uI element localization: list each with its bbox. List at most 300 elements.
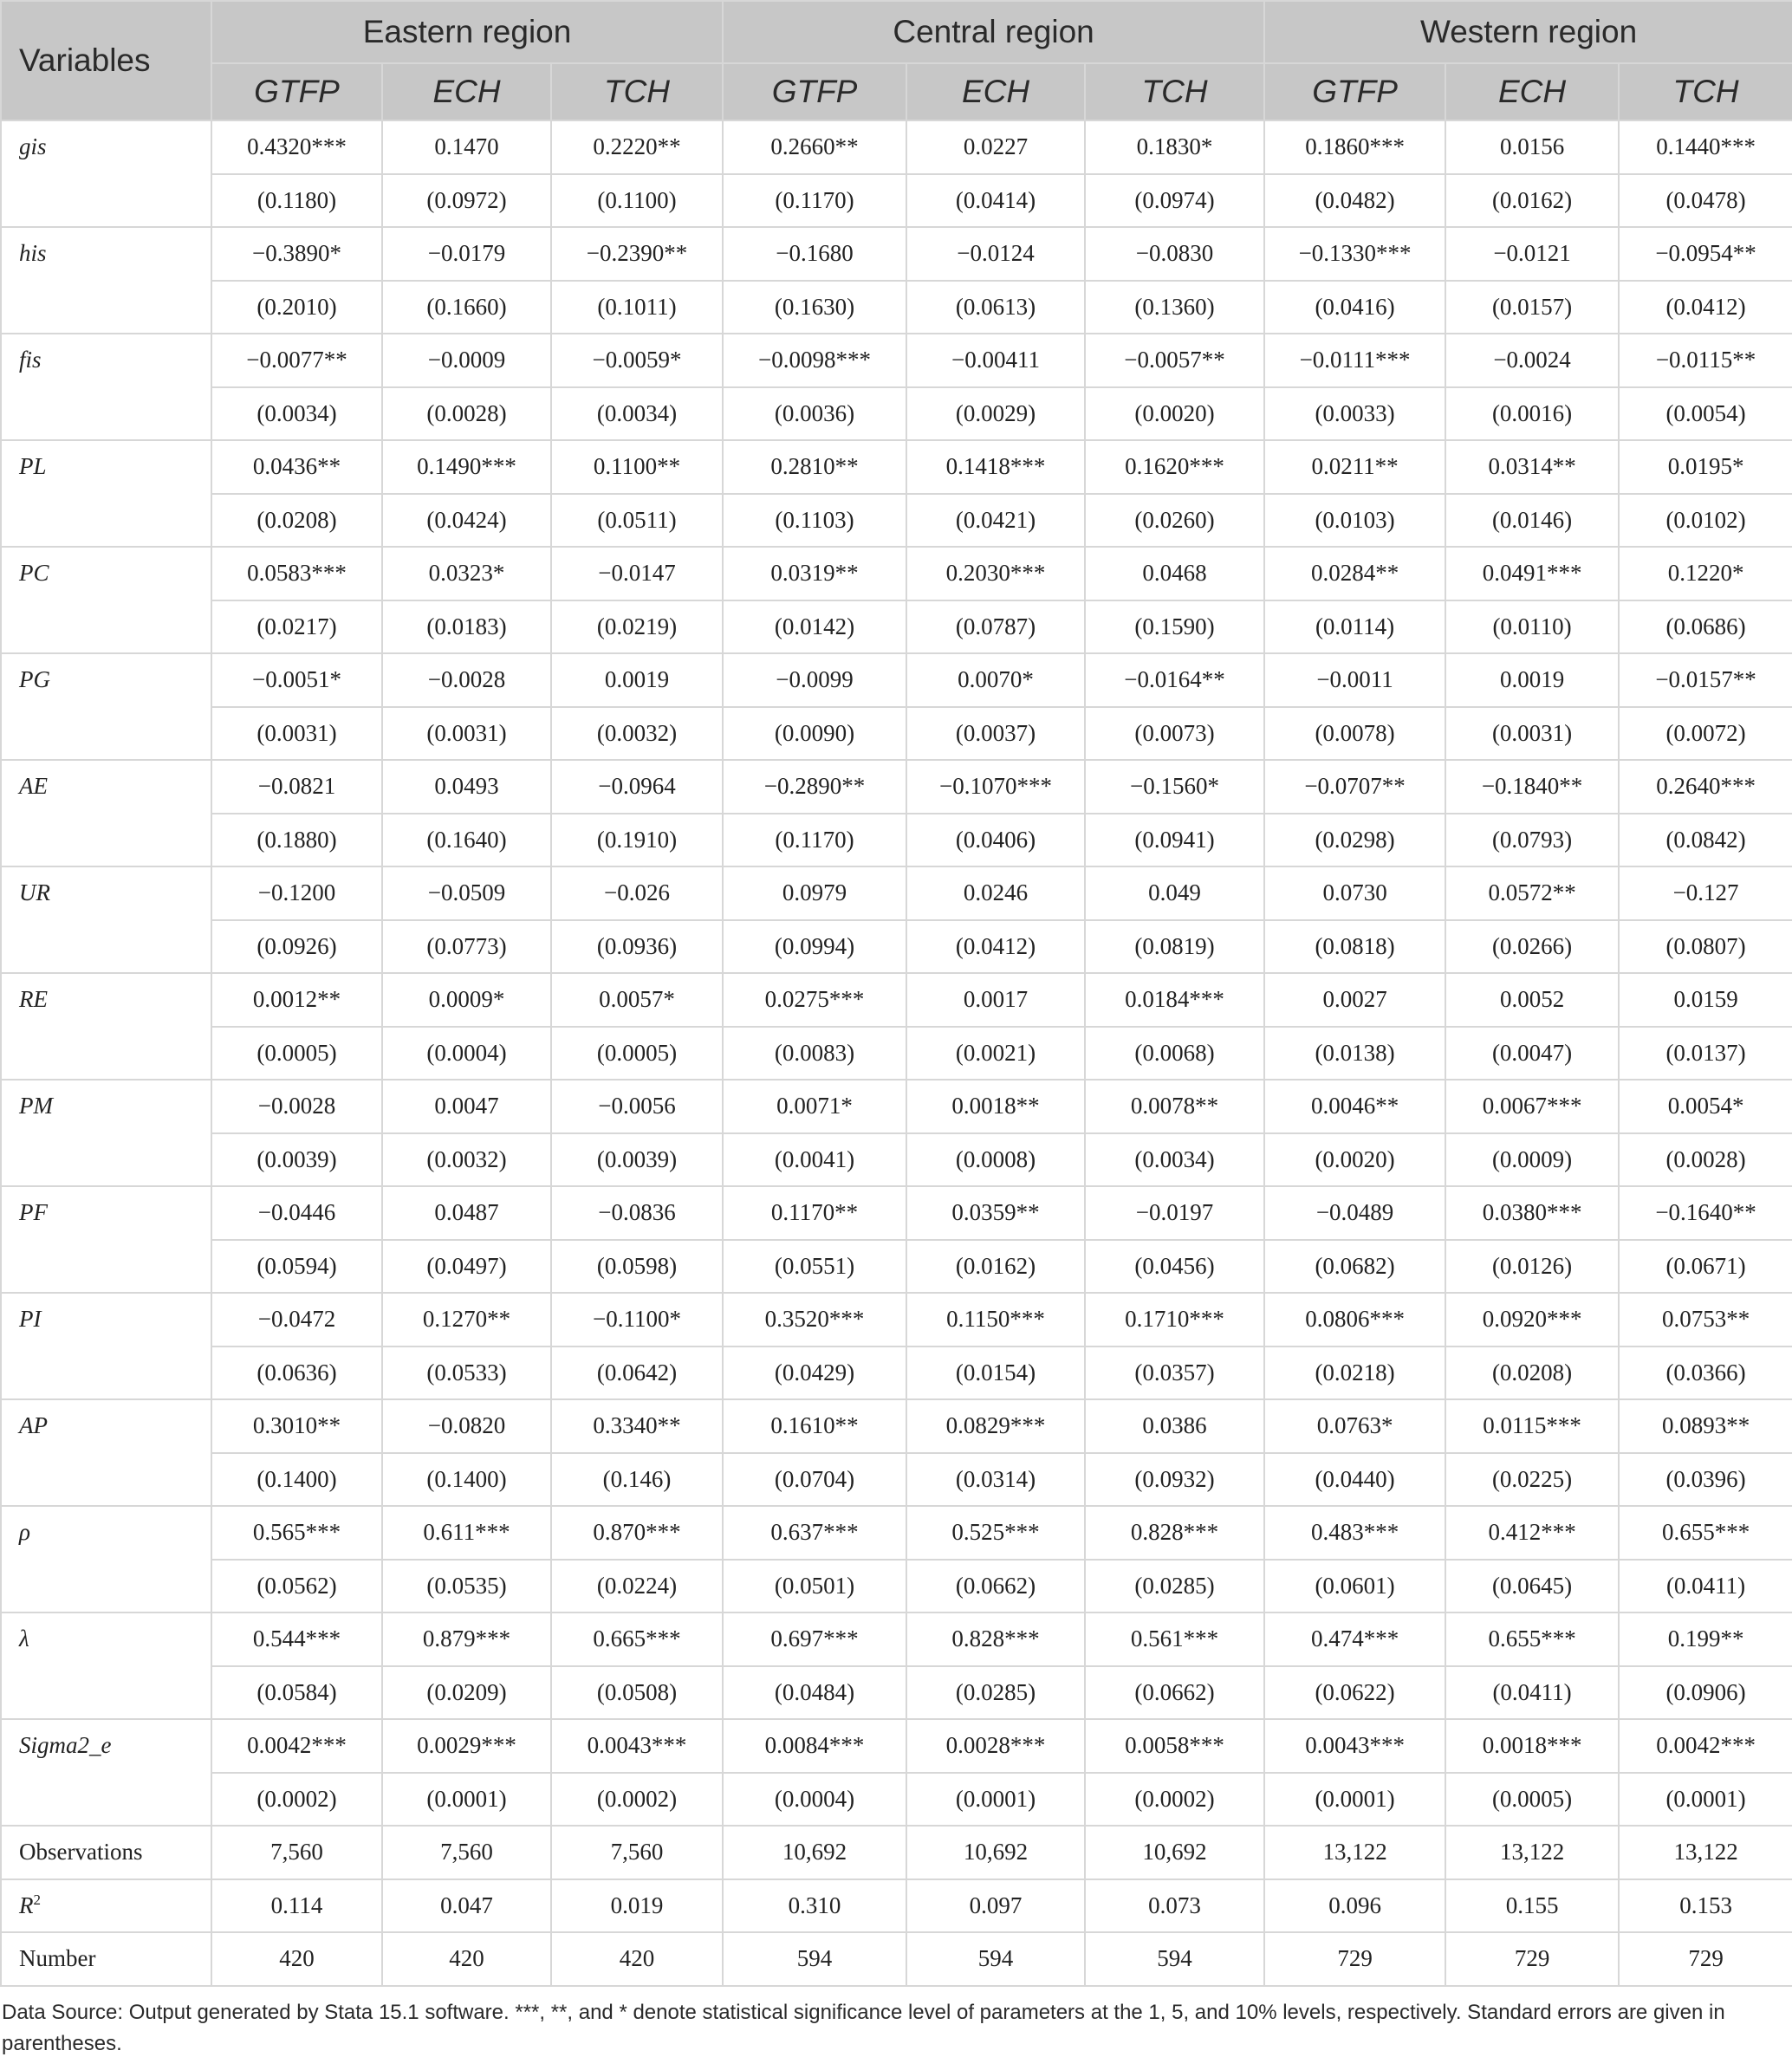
standard-error-cell: (0.0994) [723, 920, 906, 974]
variable-name: Sigma2_e [1, 1719, 211, 1826]
standard-error-cell: (0.0219) [551, 600, 723, 654]
standard-error-cell: (0.0941) [1085, 814, 1264, 867]
coefficient-cell: 0.0436** [211, 440, 382, 494]
standard-error-cell: (0.0034) [1085, 1133, 1264, 1187]
coefficient-cell: 0.0115*** [1445, 1399, 1619, 1453]
summary-cell: 420 [382, 1932, 551, 1986]
coefficient-cell: 0.2030*** [906, 547, 1085, 600]
variable-name: UR [1, 866, 211, 973]
standard-error-cell: (0.0584) [211, 1666, 382, 1720]
standard-error-cell: (0.1170) [723, 814, 906, 867]
standard-error-cell: (0.0021) [906, 1027, 1085, 1080]
coefficient-cell: 0.0246 [906, 866, 1085, 920]
standard-error-cell: (0.0298) [1264, 814, 1445, 867]
coefficient-cell: −0.0124 [906, 227, 1085, 281]
coefficient-cell: 0.0491*** [1445, 547, 1619, 600]
standard-error-cell: (0.0511) [551, 494, 723, 548]
coefficient-cell: 0.0211** [1264, 440, 1445, 494]
summary-label-text: Observations [19, 1839, 143, 1866]
standard-error-row [1, 1560, 1792, 1613]
standard-error-cell: (0.0001) [1264, 1773, 1445, 1827]
standard-error-row [1, 281, 1792, 334]
coefficient-cell: 0.665*** [551, 1613, 723, 1666]
coefficient-row [1, 866, 1792, 920]
standard-error-cell: (0.0041) [723, 1133, 906, 1187]
coefficient-cell: 0.1830* [1085, 120, 1264, 174]
subcolumn-header: GTFP [1264, 63, 1445, 120]
standard-error-cell: (0.0036) [723, 387, 906, 441]
coefficient-cell: −0.2890** [723, 760, 906, 814]
coefficient-cell: 0.1710*** [1085, 1293, 1264, 1346]
standard-error-cell: (0.0793) [1445, 814, 1619, 867]
standard-error-cell: (0.0031) [382, 707, 551, 761]
standard-error-cell: (0.0208) [211, 494, 382, 548]
standard-error-cell: (0.0906) [1619, 1666, 1792, 1720]
summary-cell: 420 [551, 1932, 723, 1986]
coefficient-cell: −0.0051* [211, 653, 382, 707]
coefficient-cell: 0.525*** [906, 1506, 1085, 1560]
summary-cell: 729 [1445, 1932, 1619, 1986]
summary-label-superscript: 2 [33, 1892, 41, 1909]
coefficient-cell: 0.2810** [723, 440, 906, 494]
coefficient-cell: −0.0830 [1085, 227, 1264, 281]
coefficient-cell: 0.2220** [551, 120, 723, 174]
coefficient-cell: 0.0284** [1264, 547, 1445, 600]
coefficient-cell: −0.2390** [551, 227, 723, 281]
standard-error-cell: (0.0001) [1619, 1773, 1792, 1827]
coefficient-cell: −0.0820 [382, 1399, 551, 1453]
summary-cell: 7,560 [382, 1826, 551, 1879]
coefficient-cell: 0.0042*** [1619, 1719, 1792, 1773]
standard-error-row [1, 174, 1792, 228]
subcolumn-header: ECH [1445, 63, 1619, 120]
coefficient-cell: 0.0979 [723, 866, 906, 920]
coefficient-cell: 0.0052 [1445, 973, 1619, 1027]
standard-error-cell: (0.0662) [1085, 1666, 1264, 1720]
standard-error-cell: (0.0016) [1445, 387, 1619, 441]
summary-cell: 0.073 [1085, 1879, 1264, 1933]
coefficient-cell: 0.1220* [1619, 547, 1792, 600]
standard-error-cell: (0.0005) [211, 1027, 382, 1080]
coefficient-cell: −0.1560* [1085, 760, 1264, 814]
coefficient-cell: −0.0446 [211, 1186, 382, 1240]
standard-error-cell: (0.0932) [1085, 1453, 1264, 1507]
standard-error-cell: (0.0039) [551, 1133, 723, 1187]
standard-error-cell: (0.0102) [1619, 494, 1792, 548]
coefficient-cell: 0.0057* [551, 973, 723, 1027]
standard-error-cell: (0.0562) [211, 1560, 382, 1613]
summary-label [1, 1932, 211, 1986]
summary-cell: 10,692 [1085, 1826, 1264, 1879]
coefficient-cell: 0.2660** [723, 120, 906, 174]
coefficient-cell: −0.0197 [1085, 1186, 1264, 1240]
summary-cell: 10,692 [906, 1826, 1085, 1879]
coefficient-cell: 0.0070* [906, 653, 1085, 707]
standard-error-cell: (0.0416) [1264, 281, 1445, 334]
standard-error-cell: (0.0138) [1264, 1027, 1445, 1080]
coefficient-cell: −0.1330*** [1264, 227, 1445, 281]
standard-error-cell: (0.146) [551, 1453, 723, 1507]
coefficient-cell: −0.0147 [551, 547, 723, 600]
summary-cell: 729 [1619, 1932, 1792, 1986]
coefficient-cell: 0.0067*** [1445, 1080, 1619, 1133]
standard-error-cell: (0.0260) [1085, 494, 1264, 548]
summary-label [1, 1879, 211, 1933]
standard-error-cell: (0.0682) [1264, 1240, 1445, 1294]
standard-error-cell: (0.0031) [211, 707, 382, 761]
standard-error-cell: (0.0535) [382, 1560, 551, 1613]
coefficient-cell: 0.1150*** [906, 1293, 1085, 1346]
summary-label-text: Number [19, 1945, 96, 1972]
subcolumn-header: TCH [1619, 63, 1792, 120]
coefficient-row [1, 653, 1792, 707]
coefficient-cell: 0.0195* [1619, 440, 1792, 494]
coefficient-cell: 0.0017 [906, 973, 1085, 1027]
coefficient-cell: 0.1100** [551, 440, 723, 494]
variable-name: AE [1, 760, 211, 866]
coefficient-cell: 0.0763* [1264, 1399, 1445, 1453]
coefficient-cell: 0.611*** [382, 1506, 551, 1560]
subcolumn-header: TCH [1085, 63, 1264, 120]
coefficient-cell: −0.0164** [1085, 653, 1264, 707]
variable-name: PG [1, 653, 211, 760]
coefficient-cell: −0.0028 [211, 1080, 382, 1133]
coefficient-cell: −0.1680 [723, 227, 906, 281]
coefficient-cell: −0.1070*** [906, 760, 1085, 814]
region-header-central: Central region [723, 1, 1264, 63]
coefficient-cell: 0.1418*** [906, 440, 1085, 494]
standard-error-cell: (0.0217) [211, 600, 382, 654]
standard-error-cell: (0.0974) [1085, 174, 1264, 228]
variable-name: PL [1, 440, 211, 547]
coefficient-cell: −0.127 [1619, 866, 1792, 920]
coefficient-cell: 0.0583*** [211, 547, 382, 600]
coefficient-cell: −0.0509 [382, 866, 551, 920]
coefficient-cell: 0.3010** [211, 1399, 382, 1453]
standard-error-cell: (0.0671) [1619, 1240, 1792, 1294]
coefficient-cell: 0.0753** [1619, 1293, 1792, 1346]
variable-name: λ [1, 1613, 211, 1719]
standard-error-cell: (0.0032) [382, 1133, 551, 1187]
coefficient-cell: −0.1840** [1445, 760, 1619, 814]
standard-error-cell: (0.2010) [211, 281, 382, 334]
coefficient-cell: −0.0056 [551, 1080, 723, 1133]
coefficient-row [1, 973, 1792, 1027]
standard-error-cell: (0.0642) [551, 1346, 723, 1400]
standard-error-cell: (0.0183) [382, 600, 551, 654]
coefficient-cell: 0.1490*** [382, 440, 551, 494]
standard-error-cell: (0.0807) [1619, 920, 1792, 974]
standard-error-cell: (0.1180) [211, 174, 382, 228]
summary-cell: 13,122 [1445, 1826, 1619, 1879]
standard-error-cell: (0.1630) [723, 281, 906, 334]
summary-cell: 729 [1264, 1932, 1445, 1986]
summary-cell: 594 [1085, 1932, 1264, 1986]
coefficient-cell: −0.0115** [1619, 334, 1792, 387]
coefficient-cell: 0.0078** [1085, 1080, 1264, 1133]
coefficient-cell: −0.0077** [211, 334, 382, 387]
coefficient-cell: −0.0954** [1619, 227, 1792, 281]
standard-error-cell: (0.1360) [1085, 281, 1264, 334]
standard-error-cell: (0.0142) [723, 600, 906, 654]
standard-error-cell: (0.0001) [382, 1773, 551, 1827]
subcolumn-header: ECH [906, 63, 1085, 120]
coefficient-cell: 0.0893** [1619, 1399, 1792, 1453]
coefficient-cell: 0.637*** [723, 1506, 906, 1560]
coefficient-cell: 0.0487 [382, 1186, 551, 1240]
standard-error-cell: (0.0126) [1445, 1240, 1619, 1294]
variable-name: fis [1, 334, 211, 440]
standard-error-cell: (0.0162) [906, 1240, 1085, 1294]
standard-error-cell: (0.1910) [551, 814, 723, 867]
coefficient-cell: 0.0019 [1445, 653, 1619, 707]
coefficient-cell: 0.870*** [551, 1506, 723, 1560]
standard-error-cell: (0.0029) [906, 387, 1085, 441]
summary-row [1, 1932, 1792, 1986]
standard-error-row [1, 1453, 1792, 1507]
coefficient-cell: 0.0227 [906, 120, 1085, 174]
variable-name: gis [1, 120, 211, 227]
standard-error-cell: (0.0209) [382, 1666, 551, 1720]
standard-error-cell: (0.0054) [1619, 387, 1792, 441]
coefficient-row [1, 120, 1792, 174]
standard-error-cell: (0.0034) [211, 387, 382, 441]
standard-error-cell: (0.0031) [1445, 707, 1619, 761]
summary-cell: 7,560 [211, 1826, 382, 1879]
standard-error-cell: (0.0033) [1264, 387, 1445, 441]
standard-error-cell: (0.0842) [1619, 814, 1792, 867]
standard-error-cell: (0.0004) [723, 1773, 906, 1827]
variable-name: PI [1, 1293, 211, 1399]
standard-error-row [1, 920, 1792, 974]
coefficient-cell: 0.0046** [1264, 1080, 1445, 1133]
coefficient-cell: −0.0111*** [1264, 334, 1445, 387]
variable-name: PF [1, 1186, 211, 1293]
variable-name: PM [1, 1080, 211, 1186]
standard-error-row [1, 1027, 1792, 1080]
summary-cell: 0.097 [906, 1879, 1085, 1933]
standard-error-cell: (0.0645) [1445, 1560, 1619, 1613]
coefficient-row [1, 1506, 1792, 1560]
coefficient-cell: 0.199** [1619, 1613, 1792, 1666]
summary-row [1, 1826, 1792, 1879]
standard-error-cell: (0.0001) [906, 1773, 1085, 1827]
standard-error-cell: (0.0501) [723, 1560, 906, 1613]
coefficient-cell: 0.2640*** [1619, 760, 1792, 814]
standard-error-cell: (0.1170) [723, 174, 906, 228]
summary-cell: 7,560 [551, 1826, 723, 1879]
summary-label-text: R [19, 1892, 34, 1919]
standard-error-cell: (0.0068) [1085, 1027, 1264, 1080]
summary-cell: 420 [211, 1932, 382, 1986]
coefficient-row [1, 1399, 1792, 1453]
standard-error-row [1, 1133, 1792, 1187]
coefficient-cell: 0.0018** [906, 1080, 1085, 1133]
summary-cell: 594 [906, 1932, 1085, 1986]
coefficient-cell: −0.026 [551, 866, 723, 920]
coefficient-cell: 0.0319** [723, 547, 906, 600]
standard-error-cell: (0.0266) [1445, 920, 1619, 974]
coefficient-cell: 0.0047 [382, 1080, 551, 1133]
summary-cell: 0.310 [723, 1879, 906, 1933]
standard-error-cell: (0.1400) [382, 1453, 551, 1507]
standard-error-cell: (0.1590) [1085, 600, 1264, 654]
coefficient-row [1, 440, 1792, 494]
standard-error-cell: (0.0662) [906, 1560, 1085, 1613]
summary-cell: 0.019 [551, 1879, 723, 1933]
coefficient-cell: 0.655*** [1619, 1506, 1792, 1560]
standard-error-cell: (0.0157) [1445, 281, 1619, 334]
variable-name: AP [1, 1399, 211, 1506]
summary-cell: 594 [723, 1932, 906, 1986]
standard-error-cell: (0.0032) [551, 707, 723, 761]
coefficient-cell: 0.0029*** [382, 1719, 551, 1773]
coefficient-cell: 0.0920*** [1445, 1293, 1619, 1346]
summary-label [1, 1826, 211, 1879]
coefficient-cell: −0.00411 [906, 334, 1085, 387]
region-header-eastern: Eastern region [211, 1, 723, 63]
coefficient-cell: 0.049 [1085, 866, 1264, 920]
standard-error-cell: (0.0598) [551, 1240, 723, 1294]
standard-error-cell: (0.0412) [1619, 281, 1792, 334]
coefficient-cell: 0.879*** [382, 1613, 551, 1666]
coefficient-cell: −0.1640** [1619, 1186, 1792, 1240]
coefficient-cell: 0.565*** [211, 1506, 382, 1560]
coefficient-cell: 0.561*** [1085, 1613, 1264, 1666]
standard-error-cell: (0.0225) [1445, 1453, 1619, 1507]
standard-error-cell: (0.0484) [723, 1666, 906, 1720]
coefficient-cell: 0.1610** [723, 1399, 906, 1453]
standard-error-cell: (0.0002) [211, 1773, 382, 1827]
standard-error-cell: (0.1660) [382, 281, 551, 334]
coefficient-cell: −0.0472 [211, 1293, 382, 1346]
standard-error-cell: (0.0396) [1619, 1453, 1792, 1507]
standard-error-cell: (0.0594) [211, 1240, 382, 1294]
standard-error-cell: (0.1640) [382, 814, 551, 867]
standard-error-cell: (0.0972) [382, 174, 551, 228]
subcolumn-header: ECH [382, 63, 551, 120]
coefficient-row [1, 1719, 1792, 1773]
standard-error-cell: (0.0440) [1264, 1453, 1445, 1507]
variable-name: PC [1, 547, 211, 653]
coefficient-cell: 0.0380*** [1445, 1186, 1619, 1240]
coefficient-row [1, 334, 1792, 387]
coefficient-cell: 0.0028*** [906, 1719, 1085, 1773]
standard-error-row [1, 707, 1792, 761]
coefficient-cell: −0.0011 [1264, 653, 1445, 707]
coefficient-cell: 0.483*** [1264, 1506, 1445, 1560]
coefficient-cell: 0.0806*** [1264, 1293, 1445, 1346]
coefficient-cell: 0.0156 [1445, 120, 1619, 174]
standard-error-cell: (0.0005) [1445, 1773, 1619, 1827]
coefficient-cell: −0.0179 [382, 227, 551, 281]
standard-error-cell: (0.0137) [1619, 1027, 1792, 1080]
coefficient-cell: −0.0098*** [723, 334, 906, 387]
standard-error-cell: (0.0008) [906, 1133, 1085, 1187]
standard-error-cell: (0.1100) [551, 174, 723, 228]
standard-error-cell: (0.0818) [1264, 920, 1445, 974]
coefficient-cell: 0.0009* [382, 973, 551, 1027]
standard-error-cell: (0.0020) [1085, 387, 1264, 441]
standard-error-cell: (0.0429) [723, 1346, 906, 1400]
summary-cell: 13,122 [1619, 1826, 1792, 1879]
standard-error-cell: (0.0601) [1264, 1560, 1445, 1613]
standard-error-cell: (0.0482) [1264, 174, 1445, 228]
standard-error-cell: (0.0034) [551, 387, 723, 441]
standard-error-cell: (0.0218) [1264, 1346, 1445, 1400]
variable-name: RE [1, 973, 211, 1080]
coefficient-cell: −0.0707** [1264, 760, 1445, 814]
coefficient-cell: 0.0071* [723, 1080, 906, 1133]
standard-error-cell: (0.0004) [382, 1027, 551, 1080]
summary-cell: 0.153 [1619, 1879, 1792, 1933]
standard-error-cell: (0.0146) [1445, 494, 1619, 548]
coefficient-cell: 0.544*** [211, 1613, 382, 1666]
coefficient-cell: 0.0054* [1619, 1080, 1792, 1133]
coefficient-cell: 0.0012** [211, 973, 382, 1027]
coefficient-cell: −0.0157** [1619, 653, 1792, 707]
coefficient-cell: 0.0323* [382, 547, 551, 600]
coefficient-row [1, 1613, 1792, 1666]
standard-error-cell: (0.0285) [906, 1666, 1085, 1720]
standard-error-cell: (0.0636) [211, 1346, 382, 1400]
coefficient-cell: 0.3520*** [723, 1293, 906, 1346]
standard-error-cell: (0.0039) [211, 1133, 382, 1187]
coefficient-cell: 0.655*** [1445, 1613, 1619, 1666]
summary-cell: 10,692 [723, 1826, 906, 1879]
coefficient-cell: 0.0314** [1445, 440, 1619, 494]
standard-error-cell: (0.0773) [382, 920, 551, 974]
coefficient-cell: 0.4320*** [211, 120, 382, 174]
standard-error-cell: (0.0926) [211, 920, 382, 974]
standard-error-cell: (0.0456) [1085, 1240, 1264, 1294]
table-body [1, 120, 1792, 1986]
coefficient-cell: 0.0043*** [551, 1719, 723, 1773]
standard-error-cell: (0.1011) [551, 281, 723, 334]
standard-error-row [1, 1240, 1792, 1294]
standard-error-cell: (0.0421) [906, 494, 1085, 548]
coefficient-row [1, 547, 1792, 600]
coefficient-cell: −0.3890* [211, 227, 382, 281]
coefficient-cell: 0.0058*** [1085, 1719, 1264, 1773]
standard-error-cell: (0.0424) [382, 494, 551, 548]
standard-error-cell: (0.0412) [906, 920, 1085, 974]
subcolumn-header: TCH [551, 63, 723, 120]
coefficient-cell: 0.0018*** [1445, 1719, 1619, 1773]
standard-error-cell: (0.0090) [723, 707, 906, 761]
subcolumn-header: GTFP [211, 63, 382, 120]
coefficient-cell: 0.0572** [1445, 866, 1619, 920]
summary-cell: 0.096 [1264, 1879, 1445, 1933]
standard-error-row [1, 1666, 1792, 1720]
coefficient-row [1, 1293, 1792, 1346]
standard-error-cell: (0.0787) [906, 600, 1085, 654]
coefficient-cell: 0.0184*** [1085, 973, 1264, 1027]
standard-error-cell: (0.0020) [1264, 1133, 1445, 1187]
coefficient-cell: −0.0059* [551, 334, 723, 387]
standard-error-cell: (0.0047) [1445, 1027, 1619, 1080]
standard-error-cell: (0.0285) [1085, 1560, 1264, 1613]
region-header-western: Western region [1264, 1, 1792, 63]
standard-error-cell: (0.0357) [1085, 1346, 1264, 1400]
standard-error-row [1, 814, 1792, 867]
coefficient-cell: −0.0009 [382, 334, 551, 387]
summary-cell: 0.114 [211, 1879, 382, 1933]
variables-header: Variables [1, 1, 211, 120]
table-footnote: Data Source: Output generated by Stata 15.1 software. ***, **, and * denote statistical significance level of parameters at the 1, 5, and 10% levels, respectively. Standard errors are given in parentheses. [2, 2000, 1725, 2055]
coefficient-row [1, 1186, 1792, 1240]
summary-cell: 0.155 [1445, 1879, 1619, 1933]
